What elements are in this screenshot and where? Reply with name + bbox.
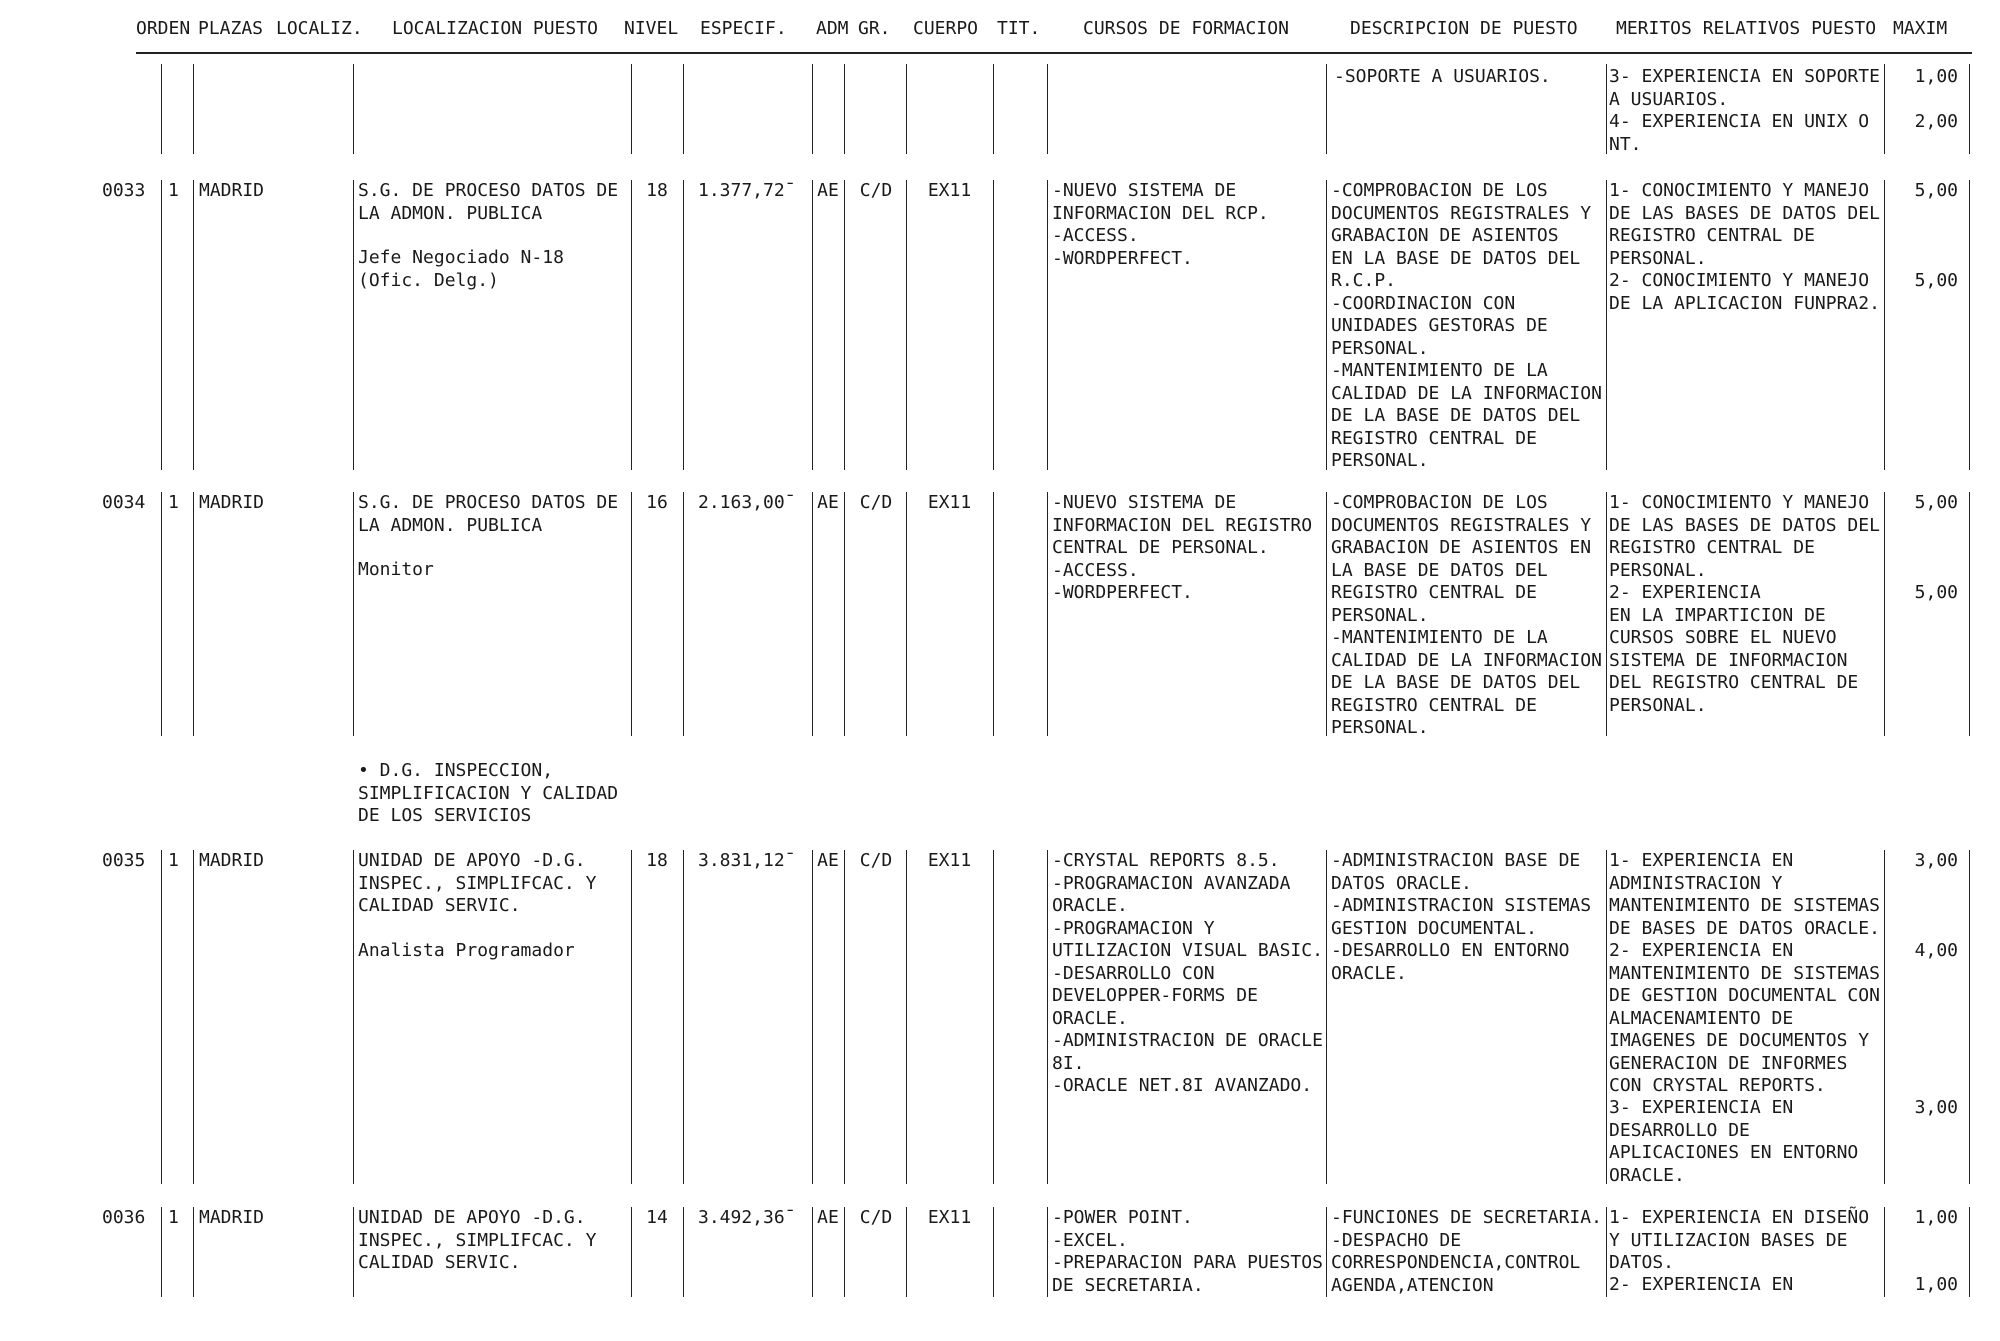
header-rule: [136, 52, 1972, 54]
merito-text: 2- EXPERIENCIA EN: [1609, 1274, 1794, 1295]
table-row: [0, 180, 2000, 470]
descripcion-puesto: -SOPORTE A USUARIOS.: [1334, 66, 1551, 87]
adm-cell: AE: [817, 1207, 839, 1228]
col-divider: [812, 64, 813, 154]
merito-max: 3,00: [1914, 850, 1958, 871]
col-divider: [1326, 180, 1327, 470]
col-divider: [1326, 1207, 1327, 1297]
col-divider: [1047, 180, 1048, 470]
col-divider: [1606, 1207, 1607, 1297]
col-divider: [1969, 492, 1970, 736]
localiz-cell: MADRID: [199, 180, 265, 201]
col-divider: [193, 850, 194, 1184]
merito-max: 3,00: [1914, 1097, 1958, 1118]
localiz-cell: MADRID: [199, 850, 265, 871]
merito-text: 1- EXPERIENCIA EN DISEÑO Y UTILIZACION BASES DE DATOS.: [1609, 1207, 1870, 1273]
nivel-cell: 14: [646, 1207, 668, 1228]
col-divider: [1606, 492, 1607, 736]
col-divider: [906, 64, 907, 154]
header-cursos: CURSOS DE FORMACION: [1083, 18, 1289, 39]
col-divider: [683, 850, 684, 1184]
col-divider: [683, 180, 684, 470]
col-divider: [1969, 1207, 1970, 1297]
orden-cell: 0036: [102, 1207, 146, 1228]
cuerpo-cell: EX11: [927, 1207, 972, 1228]
plazas-cell: 1: [168, 1207, 179, 1228]
col-divider: [1047, 64, 1048, 154]
descripcion-cell: -COMPROBACION DE LOS DOCUMENTOS REGISTRALES Y GRABACION DE ASIENTOS EN LA BASE DE DATOS DEL R.C.P. -COORDINACION CON UNIDADES GESTORAS DE PERSONAL. -MANTENIMIENTO DE LA CALIDAD DE LA INFORMACION DE LA BASE DE DATOS DEL REGISTRO CENTRAL DE PERSONAL.: [1331, 180, 1602, 471]
col-divider: [844, 850, 845, 1184]
col-divider: [993, 180, 994, 470]
orden-cell: 0034: [102, 492, 146, 513]
col-divider: [844, 180, 845, 470]
col-divider: [906, 180, 907, 470]
descripcion-cell: -COMPROBACION DE LOS DOCUMENTOS REGISTRALES Y GRABACION DE ASIENTOS EN LA BASE DE DATOS DEL REGISTRO CENTRAL DE PERSONAL. -MANTENIMIENTO DE LA CALIDAD DE LA INFORMACION DE LA BASE DE DATOS DEL REGISTRO CENTRAL DE PERSONAL.: [1331, 492, 1602, 738]
col-divider: [812, 492, 813, 736]
col-divider: [1326, 64, 1327, 154]
col-divider: [353, 850, 354, 1184]
col-divider: [1969, 850, 1970, 1184]
merito-text: 4- EXPERIENCIA EN UNIX O NT.: [1609, 111, 1870, 155]
table-row: [0, 1207, 2000, 1297]
header-orden: ORDEN: [136, 18, 191, 39]
header-nivel: NIVEL: [624, 18, 679, 39]
merito-text: 2- EXPERIENCIA EN MANTENIMIENTO DE SISTEMAS DE GESTION DOCUMENTAL CON ALMACENAMIENTO DE IMAGENES DE DOCUMENTOS Y GENERACION DE INFORMES CON CRYSTAL REPORTS.: [1609, 940, 1880, 1096]
merito-text: 1- CONOCIMIENTO Y MANEJO DE LAS BASES DE DATOS DEL REGISTRO CENTRAL DE PERSONAL.: [1609, 492, 1880, 581]
localiz-cell: MADRID: [199, 492, 265, 513]
col-divider: [844, 64, 845, 154]
unidad-cell: UNIDAD DE APOYO -D.G. INSPEC., SIMPLIFCAC. Y CALIDAD SERVIC.: [358, 1207, 597, 1273]
merito-text: 3- EXPERIENCIA EN SOPORTE A USUARIOS.: [1609, 66, 1880, 110]
col-divider: [1326, 492, 1327, 736]
col-divider: [1884, 492, 1885, 736]
merito-max: 5,00: [1914, 582, 1958, 603]
header-maxim: MAXIM: [1893, 18, 1948, 39]
merito-max: 1,00: [1914, 1207, 1958, 1228]
col-divider: [1884, 64, 1885, 154]
col-divider: [1047, 1207, 1048, 1297]
merito-max: 5,00: [1914, 270, 1958, 291]
col-divider: [683, 492, 684, 736]
adm-cell: AE: [817, 180, 839, 201]
plazas-cell: 1: [168, 850, 179, 871]
merito-text: 1- EXPERIENCIA EN ADMINISTRACION Y MANTENIMIENTO DE SISTEMAS DE BASES DE DATOS ORACLE.: [1609, 850, 1880, 939]
col-divider: [631, 64, 632, 154]
puesto-cell: Analista Programador: [358, 940, 575, 961]
col-divider: [1969, 180, 1970, 470]
col-divider: [812, 850, 813, 1184]
merito-max: 1,00: [1914, 66, 1958, 87]
localiz-cell: MADRID: [199, 1207, 265, 1228]
cuerpo-cell: EX11: [927, 180, 972, 201]
merito-text: 2- EXPERIENCIA EN LA IMPARTICION DE CURSOS SOBRE EL NUEVO SISTEMA DE INFORMACION DEL REGISTRO CENTRAL DE PERSONAL.: [1609, 582, 1859, 716]
col-divider: [993, 492, 994, 736]
col-divider: [631, 180, 632, 470]
unidad-cell: UNIDAD DE APOYO -D.G. INSPEC., SIMPLIFCAC. Y CALIDAD SERVIC.: [358, 850, 597, 916]
gr-cell: C/D: [859, 850, 893, 871]
col-divider: [1884, 850, 1885, 1184]
col-divider: [631, 850, 632, 1184]
col-divider: [161, 64, 162, 154]
col-divider: [906, 492, 907, 736]
especif-cell: 3.831,12¯: [698, 850, 796, 871]
header-plazas: PLAZAS: [198, 18, 264, 39]
col-divider: [353, 64, 354, 154]
header-descripcion: DESCRIPCION DE PUESTO: [1350, 18, 1578, 39]
col-divider: [683, 1207, 684, 1297]
adm-cell: AE: [817, 492, 839, 513]
cuerpo-cell: EX11: [927, 850, 972, 871]
col-divider: [812, 180, 813, 470]
merito-text: 2- CONOCIMIENTO Y MANEJO DE LA APLICACION FUNPRA2.: [1609, 270, 1880, 314]
cursos-cell: -NUEVO SISTEMA DE INFORMACION DEL RCP. -ACCESS. -WORDPERFECT.: [1052, 180, 1269, 269]
col-divider: [993, 1207, 994, 1297]
section-heading: • D.G. INSPECCION, SIMPLIFICACION Y CALIDAD DE LOS SERVICIOS: [358, 760, 619, 826]
col-divider: [844, 1207, 845, 1297]
merito-max: 2,00: [1914, 111, 1958, 132]
col-divider: [161, 1207, 162, 1297]
unidad-cell: S.G. DE PROCESO DATOS DE LA ADMON. PUBLICA: [358, 492, 619, 536]
col-divider: [1606, 64, 1607, 154]
especif-cell: 2.163,00¯: [698, 492, 796, 513]
gr-cell: C/D: [859, 1207, 893, 1228]
header-meritos: MERITOS RELATIVOS PUESTO: [1616, 18, 1877, 39]
col-divider: [161, 180, 162, 470]
merito-max: 5,00: [1914, 180, 1958, 201]
orden-cell: 0035: [102, 850, 146, 871]
header-adm: ADM: [816, 18, 849, 39]
especif-cell: 1.377,72¯: [698, 180, 796, 201]
col-divider: [353, 1207, 354, 1297]
header-tit: TIT.: [997, 18, 1041, 39]
cursos-cell: -CRYSTAL REPORTS 8.5. -PROGRAMACION AVANZADA ORACLE. -PROGRAMACION Y UTILIZACION VISUAL BASIC. -DESARROLLO CON DEVELOPPER-FORMS DE ORACLE. -ADMINISTRACION DE ORACLE 8I. -ORACLE NET.8I AVANZADO.: [1052, 850, 1323, 1096]
col-divider: [193, 1207, 194, 1297]
col-divider: [353, 180, 354, 470]
col-divider: [193, 180, 194, 470]
nivel-cell: 18: [646, 180, 668, 201]
col-divider: [631, 492, 632, 736]
merito-text: 1- CONOCIMIENTO Y MANEJO DE LAS BASES DE DATOS DEL REGISTRO CENTRAL DE PERSONAL.: [1609, 180, 1880, 269]
gr-cell: C/D: [859, 492, 893, 513]
puesto-cell: Jefe Negociado N-18 (Ofic. Delg.): [358, 247, 564, 291]
descripcion-cell: -FUNCIONES DE SECRETARIA. -DESPACHO DE CORRESPONDENCIA,CONTROL AGENDA,ATENCION: [1331, 1207, 1602, 1296]
col-divider: [631, 1207, 632, 1297]
header-especif: ESPECIF.: [700, 18, 787, 39]
col-divider: [993, 850, 994, 1184]
col-divider: [1884, 180, 1885, 470]
plazas-cell: 1: [168, 492, 179, 513]
col-divider: [1047, 850, 1048, 1184]
col-divider: [1969, 64, 1970, 154]
col-divider: [1606, 850, 1607, 1184]
gr-cell: C/D: [859, 180, 893, 201]
header-localiz: LOCALIZ.: [276, 18, 363, 39]
col-divider: [1047, 492, 1048, 736]
header-localizacion-puesto: LOCALIZACION PUESTO: [392, 18, 598, 39]
header-gr: GR.: [858, 18, 891, 39]
nivel-cell: 18: [646, 850, 668, 871]
col-divider: [993, 64, 994, 154]
table-row: [0, 492, 2000, 736]
cuerpo-cell: EX11: [927, 492, 972, 513]
nivel-cell: 16: [646, 492, 668, 513]
col-divider: [193, 64, 194, 154]
col-divider: [161, 850, 162, 1184]
col-divider: [906, 850, 907, 1184]
orden-cell: 0033: [102, 180, 146, 201]
col-divider: [193, 492, 194, 736]
col-divider: [1606, 180, 1607, 470]
col-divider: [1326, 850, 1327, 1184]
merito-text: 3- EXPERIENCIA EN DESARROLLO DE APLICACIONES EN ENTORNO ORACLE.: [1609, 1097, 1859, 1186]
table-row: [0, 850, 2000, 1184]
merito-max: 1,00: [1914, 1274, 1958, 1295]
merito-max: 5,00: [1914, 492, 1958, 513]
adm-cell: AE: [817, 850, 839, 871]
col-divider: [1884, 1207, 1885, 1297]
unidad-cell: S.G. DE PROCESO DATOS DE LA ADMON. PUBLICA: [358, 180, 619, 224]
merito-max: 4,00: [1914, 940, 1958, 961]
especif-cell: 3.492,36¯: [698, 1207, 796, 1228]
col-divider: [844, 492, 845, 736]
cursos-cell: -POWER POINT. -EXCEL. -PREPARACION PARA PUESTOS DE SECRETARIA.: [1052, 1207, 1323, 1296]
descripcion-cell: -ADMINISTRACION BASE DE DATOS ORACLE. -ADMINISTRACION SISTEMAS GESTION DOCUMENTAL. -DESARROLLO EN ENTORNO ORACLE.: [1331, 850, 1592, 984]
plazas-cell: 1: [168, 180, 179, 201]
header-cuerpo: CUERPO: [913, 18, 979, 39]
cursos-cell: -NUEVO SISTEMA DE INFORMACION DEL REGISTRO CENTRAL DE PERSONAL. -ACCESS. -WORDPERFECT.: [1052, 492, 1313, 603]
col-divider: [683, 64, 684, 154]
col-divider: [353, 492, 354, 736]
col-divider: [161, 492, 162, 736]
puesto-cell: Monitor: [358, 559, 434, 580]
